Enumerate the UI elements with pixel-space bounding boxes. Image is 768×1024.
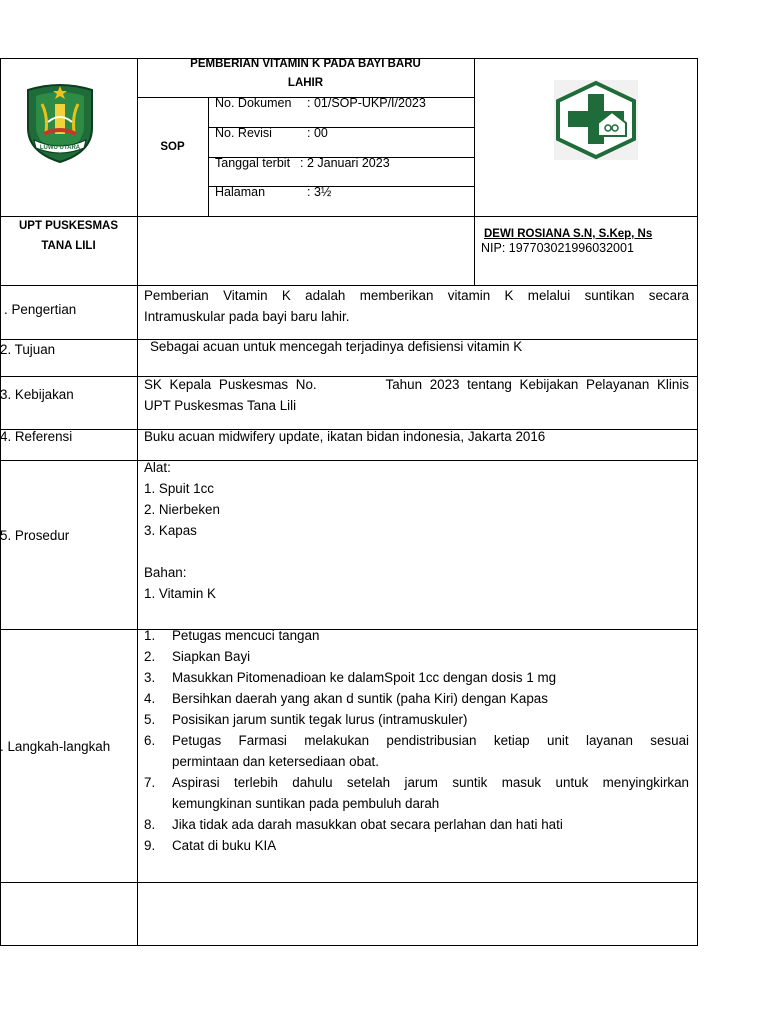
step-item: 7. Aspirasi terlebih dahulu setelah jarum suntik masuk untuk menyingkirkan	[144, 775, 689, 790]
signatory-name: DEWI ROSIANA S.N, S.Kep, Ns	[484, 228, 653, 240]
alat-item: 1. Spuit 1cc	[144, 481, 214, 496]
prosedur-content	[144, 457, 220, 604]
section-label-pengertian: . Pengertian	[4, 302, 77, 317]
page-value: : 3½	[307, 185, 332, 199]
page-label: Halaman	[215, 185, 266, 199]
issue-date-label: Tanggal terbit	[215, 156, 291, 170]
section-label-tujuan: 2. Tujuan	[0, 342, 56, 357]
doc-number-value: : 01/SOP-UKP/I/2023	[307, 96, 426, 110]
section-label-langkah: . Langkah-langkah	[0, 739, 111, 754]
tujuan-text: Sebagai acuan untuk mencegah terjadinya defisiensi vitamin K	[150, 339, 523, 354]
step-item: 4. Bersihkan daerah yang akan d suntik (paha Kiri) dengan Kapas	[144, 691, 548, 706]
sop-title-line2: LAHIR	[287, 77, 324, 89]
kebijakan-line2: UPT Puskesmas Tana Lili	[144, 398, 297, 413]
regional-emblem-logo	[22, 82, 98, 164]
doc-number-label: No. Dokumen	[215, 96, 292, 110]
institution-line2: TANA LILI	[41, 240, 96, 252]
alat-item: 3. Kapas	[144, 523, 197, 538]
step-item-continued: permintaan dan ketersediaan obat.	[172, 754, 379, 769]
step-item: 5. Posisikan jarum suntik tegak lurus (intramuskuler)	[144, 712, 468, 727]
revision-value: : 00	[307, 126, 328, 140]
alat-item: 2. Nierbeken	[144, 502, 220, 517]
pengertian-text	[144, 285, 689, 327]
pengertian-line2: Intramuskular pada bayi baru lahir.	[144, 309, 350, 324]
sop-label: SOP	[160, 141, 185, 153]
step-item: 3. Masukkan Pitomenadioan ke dalamSpoit 1cc dengan dosis 1 mg	[144, 670, 557, 685]
step-item: 2. Siapkan Bayi	[144, 649, 251, 664]
institution-line1: UPT PUSKESMAS	[18, 220, 119, 232]
section-label-prosedur: 5. Prosedur	[0, 528, 70, 543]
langkah-steps	[144, 625, 689, 856]
section-label-referensi: 4. Referensi	[0, 429, 73, 444]
step-item: 9. Catat di buku KIA	[144, 838, 277, 853]
bahan-item: 1. Vitamin K	[144, 586, 216, 601]
step-item-continued: kemungkinan suntikan pada pembuluh darah	[172, 796, 440, 811]
step-item: 8. Jika tidak ada darah masukkan obat secara perlahan dan hati hati	[144, 817, 563, 832]
kebijakan-line1: SK Kepala Puskesmas No. Tahun 2023 tentang Kebijakan Pelayanan Klinis	[144, 377, 689, 392]
svg-text:LUWU UTARA: LUWU UTARA	[39, 145, 81, 151]
puskesmas-cross-logo	[554, 80, 638, 160]
pengertian-line1: Pemberian Vitamin K adalah memberikan vitamin K melalui suntikan secara	[144, 288, 689, 303]
step-item: 6. Petugas Farmasi melakukan pendistribusian ketiap unit layanan sesuai	[144, 733, 689, 748]
issue-date-value: : 2 Januari 2023	[300, 156, 390, 170]
step-item: 1. Petugas mencuci tangan	[144, 628, 320, 643]
alat-label: Alat:	[144, 460, 171, 475]
revision-label: No. Revisi	[215, 126, 272, 140]
kebijakan-text	[144, 374, 689, 416]
signatory-nip: NIP: 197703021996032001	[481, 241, 634, 255]
section-label-kebijakan: 3. Kebijakan	[0, 387, 74, 402]
referensi-text: Buku acuan midwifery update, ikatan bidan indonesia, Jakarta 2016	[144, 429, 546, 444]
sop-title-line1: PEMBERIAN VITAMIN K PADA BAYI BARU	[190, 58, 421, 70]
bahan-label: Bahan:	[144, 565, 187, 580]
